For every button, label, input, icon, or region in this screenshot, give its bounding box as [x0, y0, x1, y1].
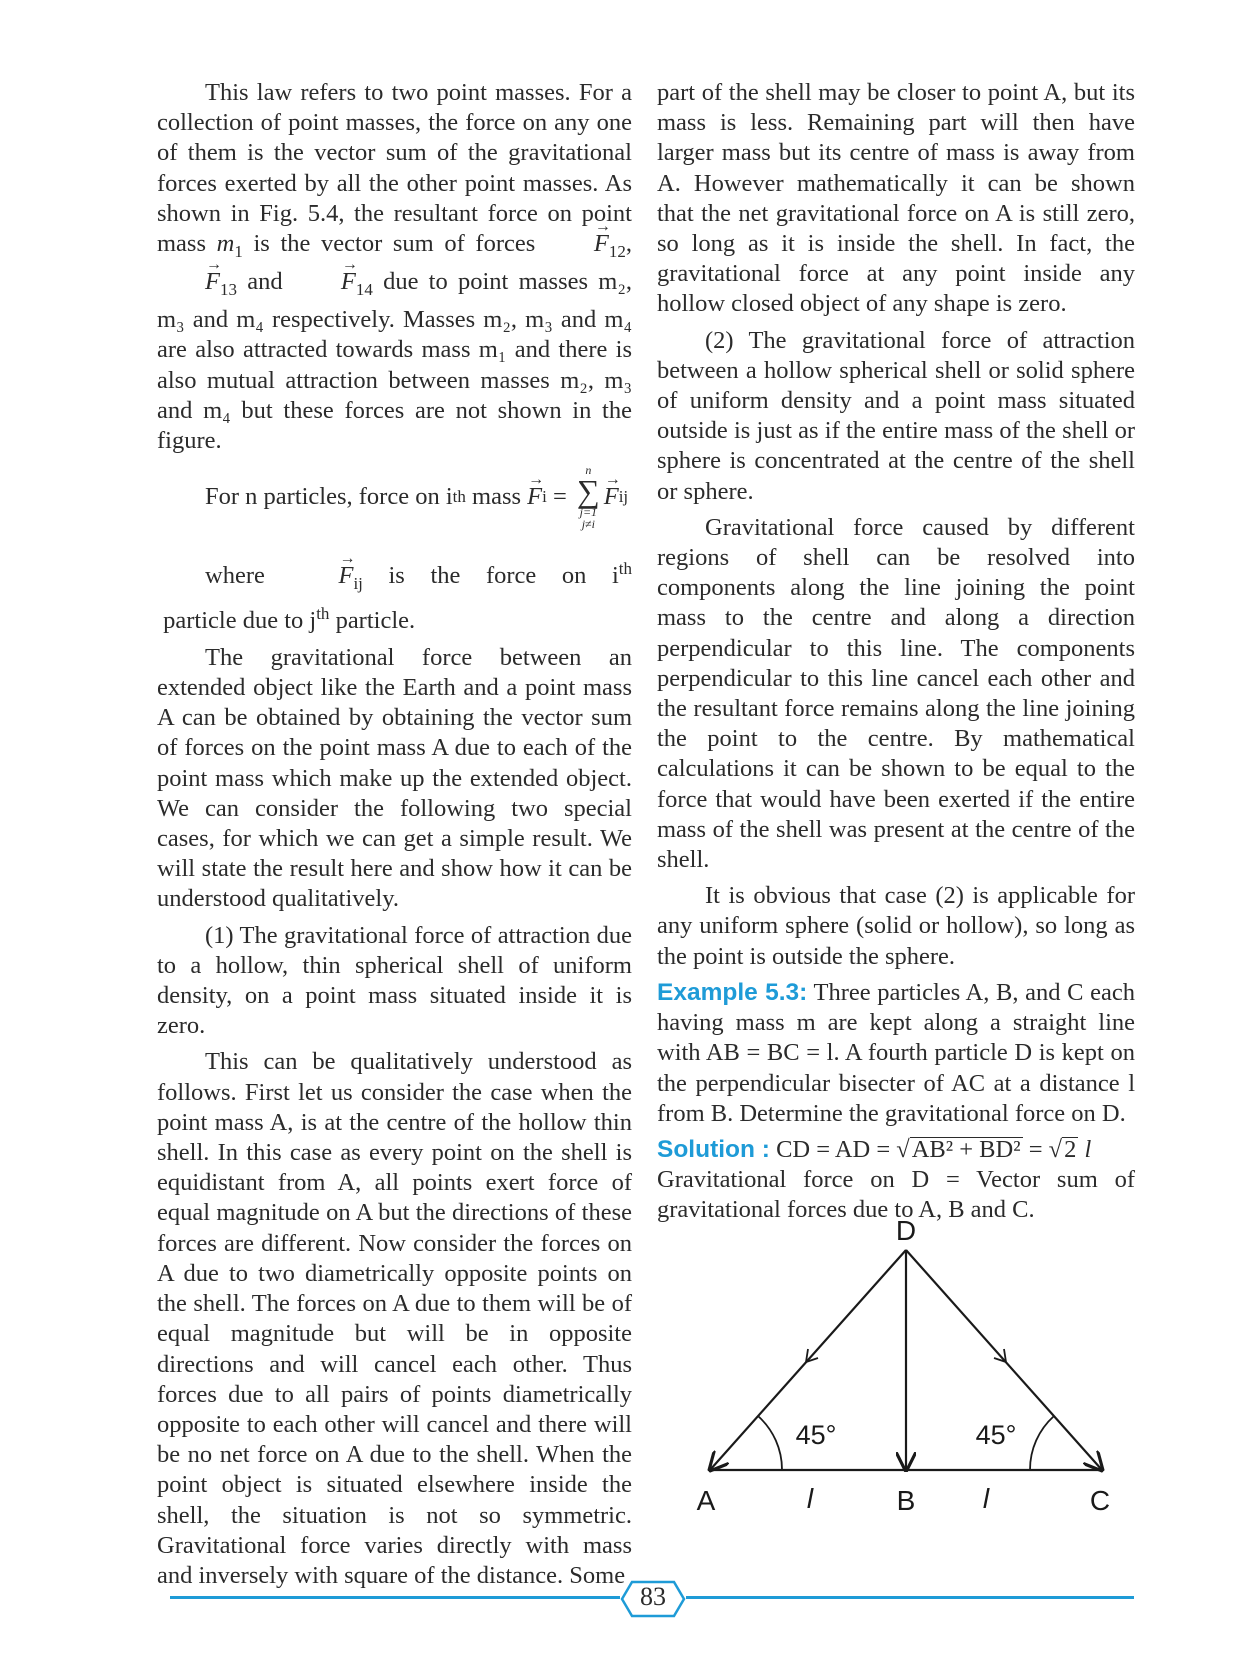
- page-number: 83: [640, 1582, 666, 1611]
- footer-rule-right: [686, 1596, 1134, 1599]
- solution-line-2: Gravitational force on D = Vector sum of gravitational forces due to A, B and C.: [657, 1166, 1135, 1224]
- paragraph-text: due to point masses m₂, m₃ and m₄ respectively. Masses m₂, m₃ and m₄ are also attracted towards mass m₁ and there is also mutual attraction between masses m₂, m₃ and m₄ but these forces are not shown in the figure.: [157, 268, 632, 455]
- sigma-glyph: ∑: [576, 473, 600, 510]
- paragraph-fij-definition: [157, 554, 632, 637]
- paragraph-text: is the force on i: [388, 562, 619, 590]
- sqrt-body: 2: [1064, 1135, 1077, 1163]
- right-column: [657, 78, 1135, 1232]
- force-subscript: ij: [618, 487, 629, 507]
- example-text: Three particles A, B, and C each having mass m are kept along a straight line with AB = BC = l. A fourth particle D is kept on the perpendicular bisecter of AC at a distance l from B. Determine the gravitational force on D.: [657, 978, 1135, 1127]
- solution-text: CD = AD =: [769, 1135, 897, 1163]
- superscript: th: [618, 559, 633, 579]
- force-vector-f12: → F: [546, 229, 609, 259]
- force-subscript: ij: [353, 574, 363, 594]
- force-vector-fij: → F: [604, 482, 619, 512]
- example-5-3: [657, 978, 1135, 1129]
- paragraph-text: where: [205, 562, 265, 590]
- equals-sign: =: [546, 483, 573, 511]
- force-vector-f14: → F: [293, 267, 356, 297]
- label-c: C: [1089, 1485, 1111, 1512]
- paragraph-text: is the vector sum of forces: [253, 230, 536, 258]
- sqrt-symbol: √: [1048, 1135, 1063, 1163]
- force-vector-fij: → F: [290, 561, 353, 591]
- example-label: Example 5.3:: [657, 978, 808, 1006]
- left-column: [157, 78, 632, 1597]
- paragraph-case-2-applicable: It is obvious that case (2) is applicable for any uniform sphere (solid or hollow), so long as the point is outside the sphere.: [657, 882, 1135, 970]
- superscript: th: [316, 604, 330, 624]
- paragraph-qualitative-explanation: This can be qualitatively understood as follows. First let us consider the case when the point mass A, is at the centre of the hollow thin shell. In this case as every point on the shell is equidistant from A, all points exert force of equal magnitude on A but the directions of these forces are different. Now consider the forces on A due to two diametrically opposite points on the shell. The forces on A due to them will be of equal magnitude but will be in opposite directions and will cancel each other. Thus forces due to all pairs of points diametrically opposite to each other will cancel and there will be no net force on A due to the shell. When the point object is situated elsewhere inside the shell, the situation is not so symmetric. Gravitational force varies directly with mass and inversely with square of the distance. Some: [157, 1048, 632, 1589]
- force-vector-fi: → F: [527, 482, 542, 512]
- label-b: B: [896, 1485, 916, 1512]
- angle-arc-a: [758, 1416, 782, 1470]
- label-l-right: l: [982, 1483, 990, 1512]
- sqrt-symbol: √: [896, 1135, 910, 1163]
- force-subscript: 14: [355, 280, 373, 299]
- sum-formula: [205, 462, 632, 532]
- mass-subscript: 1: [234, 241, 243, 261]
- paragraph-shell-continued: part of the shell may be closer to point A, but its mass is less. Remaining part will then have larger mass but its centre of mass is away from A. However mathematically it can be shown that the net gravitational force on A is still zero, so long as it is inside the shell. In fact, the gravitational force at any point inside any hollow closed object of any shape is zero.: [657, 79, 1135, 318]
- paragraph-text: and: [247, 268, 283, 296]
- solution-text: =: [1022, 1135, 1049, 1163]
- sum-condition: j≠i: [581, 517, 595, 532]
- paragraph-case-1: (1) The gravitational force of attraction due to a hollow, thin spherical shell of uniform density, on a point mass situated inside it is zero.: [157, 921, 632, 1040]
- angle-label-a: 45°: [795, 1420, 837, 1450]
- solution: [657, 1135, 1135, 1165]
- paragraph-text: particle due to j: [157, 607, 317, 635]
- label-l-left: l: [806, 1483, 814, 1512]
- formula-text: For n particles, force on i: [205, 483, 453, 511]
- label-d: D: [895, 1215, 917, 1246]
- triangle-force-diagram: [690, 1212, 1120, 1512]
- sqrt-body: AB² + BD²: [911, 1135, 1021, 1163]
- length-symbol: l: [1078, 1135, 1092, 1163]
- paragraph-components: Gravitational force caused by different regions of shell can be resolved into components along the line joining the point mass to the centre and along a direction perpendicular to this line. The components perpendicular to this line cancel each other and the resultant force remains along the line joining the point to the centre. By mathematical calculations it can be shown to be equal to the force that would have been exerted if the entire mass of the shell was present at the centre of the shell.: [657, 513, 1135, 874]
- paragraph-case-2: (2) The gravitational force of attraction between a hollow spherical shell or solid sphere of uniform density and a point mass situated outside is just as if the entire mass of the shell or sphere is concentrated at the centre of the shell or sphere.: [657, 326, 1135, 505]
- label-a: A: [696, 1485, 716, 1512]
- angle-label-c: 45°: [975, 1420, 1017, 1450]
- superscript: th: [452, 487, 466, 507]
- paragraph-extended-object: The gravitational force between an extended object like the Earth and a point mass A can be obtained by obtaining the vector sum of forces on the point mass A due to each of the point mass which make up the extended object. We can consider the following two special cases, for which we can get a simple result. We will state the result here and show how it can be understood qualitatively.: [157, 643, 632, 913]
- mass-symbol: m: [216, 230, 235, 258]
- force-vector-f13: → F: [157, 267, 220, 297]
- sum-upper-limit: n: [585, 463, 592, 478]
- force-subscript: i: [542, 487, 547, 507]
- force-subscript: 13: [219, 280, 237, 299]
- formula-text: mass: [465, 483, 528, 511]
- paragraph-text: particle.: [329, 607, 416, 635]
- paragraph-point-masses: This law refers to two point masses. For a collection of point masses, the force on any one of them is the vector sum of the gravitational forces exerted by all the other point masses. As shown in Fig. 5.4, the resultant force on point mass $m_1$ is the vector sum of forces → $F_{12}$, → $F_{13}$ and → $F_{14}$ due to point masses m₂, m₃ and m₄ respectively. Masses m₂, m₃ and m₄ are also attracted towards mass m₁ and there is also mutual attraction between masses m₂, m₃ and m₄ but these forces are not shown in the figure.: [157, 78, 632, 456]
- angle-arc-c: [1030, 1416, 1054, 1470]
- sum-lower-limit: j=1: [579, 505, 598, 520]
- paragraph-text: This law refers to two point masses. For a collection of point masses, the force on any one of them is the vector sum of the gravitational forces exerted by all the other point masses. As shown in Fig. 5.4, the resultant force on point mass: [157, 79, 632, 258]
- solution-label: Solution :: [657, 1135, 770, 1163]
- summation-symbol: [577, 464, 600, 530]
- footer-rule-left: [170, 1596, 620, 1599]
- force-subscript: 12: [608, 241, 626, 261]
